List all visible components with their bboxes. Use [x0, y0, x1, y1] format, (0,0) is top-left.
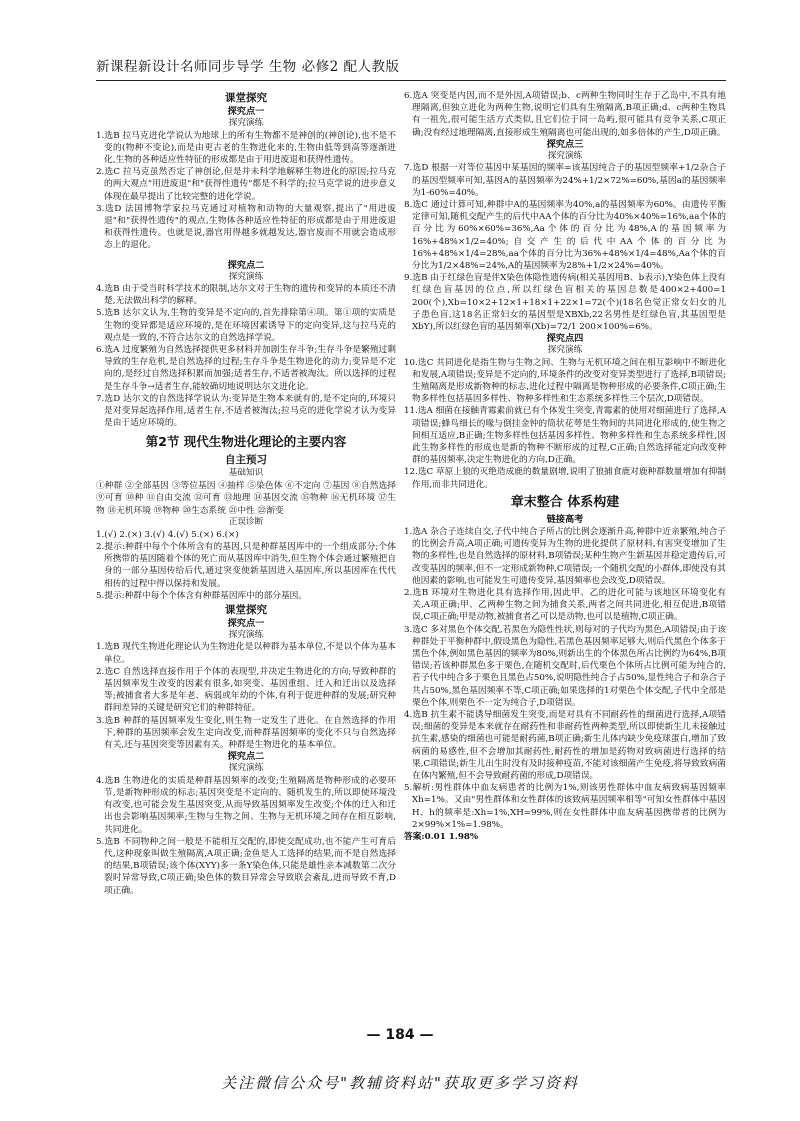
answer-item: 4.选B 抗生素不能诱导细菌发生突变,而是对具有不同耐药性的细菌进行选择,A项错误;细菌的变异是本来就存在耐药性和非耐药性两种类型,所以即使新生儿未接触过抗生素,感染的细菌也可能是耐药菌,B项正确;新生儿体内缺少免疫球蛋白,增加了致病菌的易感性,但不会增加其耐药性,耐药性的增加是药物对致病菌进行选择的结果,C项错误;新生儿出生时没有及时接种疫苗,不能对该细菌产生免疫,将导致致病菌在体内繁殖,但不会导致耐药菌的形成,D项错误。: [404, 709, 726, 781]
subsection-title: 探究点三: [546, 138, 584, 150]
answer-item: 12.选C 草原上狼的灭绝造成鹿的数量剧增,说明了狼捕食鹿对鹿种群数量增加有抑制作用,而非共同进化。: [404, 467, 726, 490]
fill-in-answers: ①种群 ②全部基因 ③等位基因 ④抽样 ⑤染色体 ⑥不定向 ⑦基因 ⑧自然选择 ⑨可育 ⑩种 ⑪自由交流 ⑫可育 ⑬地理 ⑭基因交流 ⑮物种 ⑯无机环境 ⑰生物 ⑱无机环境 ⑲物种 ⑳生态系统 ㉑中性 ㉒渐变: [96, 480, 396, 516]
subsection-label: 探究演练: [547, 150, 583, 161]
answer-item: 2.提示:种群中每个个体所含有的基因,只是种群基因库中的一个组成部分;个体所携带的基因随着个体的死亡而从基因库中消失,但生物个体会通过繁殖把自身的一部分基因传给后代,通过突变使新基因进入基因库,所以基因库在代代相传的过程中得以保持和发展。: [96, 541, 396, 589]
answer-item: 3.选C 多对黑色个体交配,若黑色为隐性性状,则每对的子代均为黑色,A项错误;由于该种群处于平衡种群中,假设黑色为隐性,若黑色基因频率足够大,则后代黑色个体多于黑色个体,例如黑色基因的频率为80%,则新出生的个体黑色所占比例约为64%,B项错误;若该种群黑色多于栗色,在随机交配时,后代栗色个体所占比例可能为纯合的,若子代中纯合多于栗色且黑色占50%,说明隐性纯合子占50%,显性纯合子和杂合子共占50%,黑色基因频率不等,C项正确;如果选择的1对栗色个体交配,子代中全部是栗色个体,则栗色不一定为纯合子,D项错误。: [404, 624, 726, 708]
subsection-title: 探究点四: [546, 333, 584, 345]
answer-item: 1.选A 杂合子连续自交,子代中纯合子所占的比例会逐渐升高,种群中近亲繁殖,纯合子的比例会升高,A项正确;可遗传变异为生物的进化提供了原材料,有害突变增加了生物的多样性,也是自然选择的原材料,B项错误;某种生物产生新基因并稳定遗传后,可改变基因的频率,但不一定形成新物种,C项错误;一个随机交配的小群体,即使没有其他因素的影响,也可能发生可遗传变异,基因频率也会改变,D项错误。: [404, 526, 726, 586]
answer-item: 2.选C 自然选择直接作用于个体的表现型,并决定生物进化的方向;导致种群的基因频率发生改变的因素有很多,如突变、基因重组、迁入和迁出以及选择等;被捕食者大多是年老、病弱或年幼的个体,有利于促进种群的发展;研究种群间差异的关键是研究它们的种群特征。: [96, 666, 396, 714]
left-column: [96, 90, 396, 897]
answer-item: 10.选C 共同进化是指生物与生物之间、生物与无机环境之间在相互影响中不断进化和发展,A项错误;变异是不定向的,环境条件的改变对变异类型进行了选择,B项错误;生殖隔离是形成新物种的标志,进化过程中隔离是物种形成的必要条件,C项正确;生物多样性包括基因多样性、物种多样性和生态系统多样性三个层次,D项错误。: [404, 357, 726, 405]
answer-item: 4.选B 由于受当时科学技术的限制,达尔文对于生物的遗传和变异的本质还不清楚,无法做出科学的解释。: [96, 284, 396, 307]
subsection-label: 探究演练: [228, 271, 264, 282]
answer-item: 9.选B 由于红绿色盲是伴X染色体隐性遗传病(相关基因用B、b表示),Y染色体上没有红绿色盲基因的位点,所以红绿色盲相关的基因总数是400×2+400=1 200(个),Xb=10×2+12×1+18×1+22×1=72(个)(18名色觉正常女妇女的儿子患色盲,这18名正常妇女的基因型是XBXb,22名男性是红绿色盲,其基因型是XbY),所以红绿色盲的基因频率(Xb)=72/1 200×100%=6%。: [404, 273, 726, 332]
page-header: 新课程新设计名师同步导学 生物 必修2 配人教版: [96, 56, 726, 81]
subsection-label: 探究演练: [228, 763, 264, 774]
subsection-label: 探究演练: [228, 118, 264, 128]
answer-item: 5.选B 达尔文认为,生物的变异是不定向的,首先排除第④项。第①项的实质是生物的变异都是适应环境的,是在环境因素诱导下的定向变异,这与拉马克的观点是一致的,不符合达尔文的自然选择学说。: [96, 308, 396, 343]
section-title: 自主预习: [225, 454, 267, 467]
answer-item: 2.选B 环境对生物进化具有选择作用,因此甲、乙的进化可能与该地区环境变化有关,A项正确;甲、乙两种生物之间为捕食关系,两者之间共同进化,相互促进,B项错误,C项正确;甲是动物,被捕食者乙可以是动物,也可以是植物,C项正确。: [404, 587, 726, 623]
answer-item: 3.选B 种群的基因频率发生变化,则生物一定发生了进化。在自然选择的作用下,种群的基因频率会发生定向改变,而种群基因频率的变化不只与自然选择有关,还与基因突变等因素有关。种群是生物进化的基本单位。: [96, 715, 396, 751]
answer-item: 5.选B 不同物种之间一般是不能相互交配的,即使交配成功,也不能产生可育后代,这种现象叫做生殖隔离,A项正确;金鱼是人工选择的结果,而不是自然选择的结果,B项错误;该个体(XYY)多一条Y染色体,只能是雄性亲本减数第二次分裂时异常导致,C项正确;染色体的数目异常会导致联会紊乱,进而导致不育,D项正确。: [96, 836, 396, 896]
subsection-label: 探究演练: [547, 345, 583, 356]
final-answer: 答案:0.01 1.98%: [404, 831, 479, 842]
answer-item: 5.解析:男性群体中血友病患者的比例为1%,则该男性群体中血友病致病基因频率Xh=1%。又由"男性群体和女性群体的该致病基因频率相等"可知女性群体中基因H、h的频率是:Xh=1%,XH=99%,则在女性群体中血友病基因携带者的比例为2×99%×1%=1.98%。: [404, 783, 726, 830]
subsection-title: 探究点一: [227, 106, 265, 117]
answer-item: 2.选C 拉马克虽然否定了神创论,但是并未科学地解释生物进化的原因;拉马克的两大观点"用进废退"和"获得性遗传"都是不科学的;拉马克学说的进步意义体现在最早提出了比较完整的进化学说。: [96, 167, 396, 202]
answer-item: 8.选C 通过计算可知,种群中A的基因频率为40%,a的基因频率为60%。由遗传平衡定律可知,随机交配产生的后代中AA个体的百分比为40%×40%=16%,aa个体的百分比为60%×60%=36%,Aa个体的百分比为48%,A的基因频率为16%+48%×1/2=40%;自交产生的后代中AA个体的百分比为16%+48%×1/4=28%,aa个体的百分比为36%+48%×1/4=48%,Aa个体的百分比为1/2×48%=24%,A的基因频率为28%+1/2×24%=40%。: [404, 199, 726, 271]
subsection-title: 探究点一: [227, 617, 265, 629]
subsection-label: 基础知识: [228, 468, 264, 479]
answer-item: 1.选B 拉马克进化学说认为地球上的所有生物都不是神创的(神创论),也不是不变的(物种不变论),而是由更古老的生物进化来的,生物由低等到高等逐渐进化,生物的各种适应性特征的形成都是由于用进废退和获得性遗传。: [96, 130, 396, 165]
footer-note: 关注微信公众号"教辅资料站"获取更多学习资料: [221, 1074, 579, 1092]
answer-item: 6.选A 突变是内因,而不是外因,A项错误;b、c两种生物同时生存于乙岛中,不具有地理隔离,但独立进化为两种生物,说明它们具有生殖隔离,B项正确;d、c两种生物具有一祖先,很可能生活方式类似,且它们位于同一岛屿,很可能具有竞争关系,C项正确;没有经过地理隔离,直接形成生殖隔离也可能出现的,如多倍体的产生,D项正确。: [404, 91, 726, 138]
answer-item: 1.选B 现代生物进化理论认为生物进化是以种群为基本单位,不是以个体为基本单位。: [96, 642, 396, 665]
answer-item: 4.选B 生物进化的实质是种群基因频率的改变;生殖隔离是物种形成的必要环节,是新物种形成的标志;基因突变是不定向的、随机发生的,所以即使环境没有改变,也可能会发生基因突变,从而导致基因频率发生改变;个体的迁入和迁出也会影响基因频率;生物与生物之间、生物与无机环境之间存在相互影响,共同进化。: [96, 775, 396, 835]
answer-item: 5.提示:种群中每个个体含有种群基因库中的部分基因。: [96, 590, 308, 601]
subsection-title: 探究点二: [227, 751, 265, 763]
subsection-label: 正误诊断: [228, 517, 264, 528]
section-title: 课堂探究: [225, 603, 267, 616]
answer-item: 11.选A 细菌在接触青霉素前就已有个体发生突变,青霉素的使用对细菌进行了选择,A项错误;蜂鸟细长的喙与倒挂金钟的筒状花萼是生物间的共同进化形成的,使生物之间相互适应,B正确;生物多样性包括基因多样性、物种多样性和生态系统多样性,因此生物多样性的形成也是新的物种不断形成的过程,C正确;自然选择能定向改变种群的基因频率,决定生物进化的方向,D正确。: [404, 406, 726, 466]
answer-item: 6.选A 过度繁殖为自然选择提供更多材料并加剧生存斗争;生存斗争是繁殖过剩导致的生存危机,是自然选择的过程;生存斗争是生物进化的动力;变异是不定向的,是经过自然选择积累而加强;适者生存,不适者被淘汰。所以选择的过程是生存斗争→适者生存,能较确切地说明达尔文进化论。: [96, 345, 396, 392]
subsection-label: 探究演练: [228, 629, 264, 640]
true-false-answers: 1.(√) 2.(×) 3.(√) 4.(√) 5.(×) 6.(×): [96, 529, 239, 540]
chapter-heading: 章末整合 体系构建: [510, 494, 620, 510]
subsection-title: 链接高考: [546, 513, 584, 525]
right-column: [404, 90, 726, 843]
page-number: — 184 —: [366, 1027, 434, 1043]
answer-item: 7.选D 根据一对等位基因中某基因的频率=该基因纯合子的基因型频率+1/2杂合子的基因型频率可知,基因A的基因频率为24%+1/2×72%=60%,基因a的基因频率为1-60%=40%。: [404, 163, 726, 198]
answer-item: 7.选D 达尔文的自然选择学说认为:变异是生物本来就有的,是不定向的,环境只是对变异起选择作用,适者生存,不适者被淘汰;拉马克的进化学说才认为变异是由于适应环境的。: [96, 393, 396, 429]
section-heading: 第2节 现代生物进化理论的主要内容: [145, 434, 347, 450]
section-title: 课堂探究: [225, 92, 267, 104]
subsection-title: 探究点二: [227, 259, 265, 271]
answer-item: 3.选D 法国博物学家拉马克通过对植物和动物的大量观察,提出了"用进废退"和"获得性遗传"的观点,生物体各种适应性特征的形成都是由于用进废退和获得性遗传。也就是说,器官用得越多就越发达,器官废而不用就会造成形态上的退化。: [96, 203, 396, 251]
